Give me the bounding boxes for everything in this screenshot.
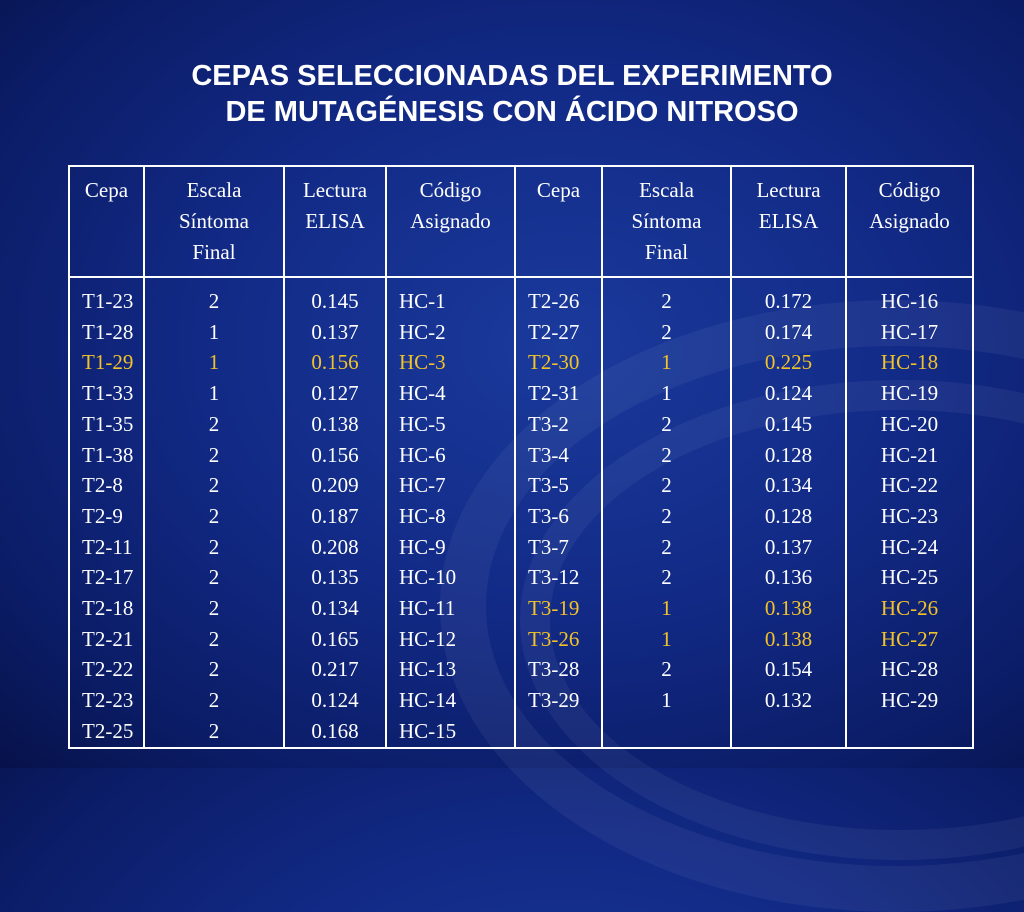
table-cell: 2 (661, 289, 672, 313)
column-codigo (846, 277, 973, 748)
table-cell: 2 (208, 565, 220, 590)
table-cell: HC-6 (399, 442, 446, 467)
header-text: ELISA (758, 209, 819, 233)
table-cell: T1-35 (82, 411, 134, 436)
table-cell: HC-17 (880, 319, 939, 344)
table-cell: HC-23 (880, 503, 939, 528)
table-cell: 0.138 (764, 626, 813, 651)
table-cell: HC-28 (880, 657, 939, 682)
table-cell: HC-4 (399, 381, 446, 406)
table-cell: 2 (661, 503, 672, 528)
table-cell: T2-11 (82, 534, 133, 559)
table-cell: T3-4 (528, 442, 569, 467)
table-cell: 0.172 (764, 289, 813, 313)
header-text: Escala (186, 178, 242, 202)
header-text: Lectura (302, 178, 368, 202)
table-cell: 0.208 (311, 534, 359, 559)
table-cell: HC-16 (880, 289, 939, 313)
table-cell: 0.134 (311, 596, 359, 621)
table-cell: 1 (208, 350, 220, 375)
table-header-row (69, 166, 973, 277)
column-codigo (386, 277, 515, 748)
column-escala (602, 277, 731, 748)
table-cell: 0.127 (311, 381, 359, 406)
table-cell: T2-31 (528, 381, 580, 406)
table-cell: 0.124 (311, 688, 359, 713)
table-cell: 2 (661, 319, 672, 344)
table-cell: HC-13 (399, 657, 457, 682)
table-cell: 2 (208, 534, 220, 559)
header-text: Final (644, 240, 689, 264)
table-cell: 0.165 (311, 626, 359, 651)
table-cell: HC-7 (399, 473, 446, 498)
table-cell: 1 (208, 381, 220, 406)
table-cell: 0.217 (311, 657, 359, 682)
table-cell: 2 (208, 442, 220, 467)
table-cell: 0.225 (764, 350, 813, 375)
table-cell: 0.135 (311, 565, 359, 590)
table-cell: 0.187 (311, 503, 359, 528)
header-lectura-elisa (731, 166, 846, 277)
table-cell: 0.134 (764, 473, 813, 498)
table-cell: 1 (661, 626, 672, 651)
table-cell: 1 (661, 688, 672, 713)
table-cell: 2 (661, 657, 672, 682)
table-cell: HC-25 (880, 565, 939, 590)
header-cepa (515, 166, 602, 277)
table-cell: T1-38 (82, 442, 134, 467)
header-text: Final (192, 240, 236, 264)
table-cell: T1-33 (82, 381, 134, 406)
header-codigo-asignado (846, 166, 973, 277)
table-cell: HC-24 (880, 534, 939, 559)
table-cell: T3-12 (528, 565, 580, 590)
table-cell: 0.145 (311, 289, 359, 313)
table-cell: 2 (208, 657, 220, 682)
table-cell: HC-12 (399, 626, 457, 651)
table-cell: HC-9 (399, 534, 446, 559)
table-cell: 2 (208, 718, 220, 743)
header-text: Código (419, 178, 482, 202)
header-text: Lectura (756, 178, 821, 202)
header-text: Asignado (410, 209, 491, 233)
table-cell: 0.128 (764, 442, 813, 467)
table-cell: 2 (208, 626, 220, 651)
table-cell: 0.145 (764, 411, 813, 436)
table-cell: 2 (661, 565, 672, 590)
table-cell: HC-8 (399, 503, 446, 528)
table-cell: T3-26 (528, 626, 580, 651)
table-cell: HC-27 (880, 626, 939, 651)
header-text: ELISA (305, 209, 365, 233)
table-cell: HC-11 (399, 596, 456, 621)
table-cell: 0.209 (311, 473, 359, 498)
table-cell: T2-18 (82, 596, 134, 621)
header-text: Cepa (84, 178, 129, 202)
table-cell: 2 (208, 411, 220, 436)
column-cepa (69, 277, 144, 748)
table-cell: HC-10 (399, 565, 457, 590)
table-cell: HC-5 (399, 411, 446, 436)
table-cell: 0.128 (764, 503, 813, 528)
table-cell: 0.154 (764, 657, 813, 682)
table-cell: HC-20 (880, 411, 939, 436)
table-cell: HC-18 (880, 350, 939, 375)
table-cell: 0.174 (764, 319, 813, 344)
table-cell: T3-5 (528, 473, 569, 498)
table-cell: 1 (661, 350, 672, 375)
table-cell: T3-7 (528, 534, 569, 559)
table-cell: HC-3 (399, 350, 446, 375)
table-cell: T2-27 (528, 319, 580, 344)
table-cell: 2 (208, 503, 220, 528)
header-text: Código (878, 178, 941, 202)
table-cell: T1-28 (82, 319, 134, 344)
header-lectura-elisa (284, 166, 386, 277)
table-cell: T1-23 (82, 289, 134, 313)
table-cell: 2 (208, 596, 220, 621)
table-cell: 0.124 (764, 381, 813, 406)
table-cell: T2-26 (528, 289, 580, 313)
header-text: Síntoma (178, 209, 249, 233)
table-cell: T3-19 (528, 596, 580, 621)
header-text: Cepa (536, 178, 581, 202)
header-cepa (69, 166, 144, 277)
strains-table (68, 165, 974, 749)
table-cell: 0.168 (311, 718, 359, 743)
header-text: Síntoma (631, 209, 702, 233)
column-escala (144, 277, 284, 748)
table-cell: 0.137 (764, 534, 813, 559)
header-codigo-asignado (386, 166, 515, 277)
table-cell: 0.138 (764, 596, 813, 621)
table-cell: T3-29 (528, 688, 580, 713)
table-cell: 2 (208, 289, 220, 313)
table-cell: 0.156 (311, 442, 359, 467)
table-cell: T2-17 (82, 565, 134, 590)
header-escala-sintoma-final (144, 166, 284, 277)
table-cell: T3-6 (528, 503, 569, 528)
table-cell: T2-30 (528, 350, 580, 375)
table-cell: 0.136 (764, 565, 813, 590)
column-lectura (731, 277, 846, 748)
header-text: Escala (639, 178, 694, 202)
table-cell: 2 (661, 411, 672, 436)
table-cell: HC-1 (399, 289, 446, 313)
table-cell: 0.132 (764, 688, 813, 713)
table-cell: HC-22 (880, 473, 939, 498)
table-cell: 1 (208, 319, 220, 344)
table-cell: HC-26 (880, 596, 939, 621)
table-cell: 2 (208, 688, 220, 713)
table-cell: T3-28 (528, 657, 580, 682)
title-line: DE MUTAGÉNESIS CON ÁCIDO NITROSO (225, 96, 799, 128)
table-cell: 2 (208, 473, 220, 498)
table-cell: T2-21 (82, 626, 134, 651)
slide-title (0, 58, 1024, 130)
table-cell: T2-9 (82, 503, 123, 528)
table-cell: HC-29 (880, 688, 939, 713)
table-cell: 0.137 (311, 319, 359, 344)
title-line: CEPAS SELECCIONADAS DEL EXPERIMENTO (191, 60, 833, 92)
table-body-row (69, 277, 973, 748)
table-cell: 1 (661, 596, 672, 621)
table-cell: HC-19 (880, 381, 939, 406)
table-cell: HC-21 (880, 442, 939, 467)
table-cell: 0.138 (311, 411, 359, 436)
table-cell: HC-2 (399, 319, 446, 344)
column-lectura (284, 277, 386, 748)
table-cell: 0.156 (311, 350, 359, 375)
table-cell: HC-14 (399, 688, 457, 713)
table-cell: T2-22 (82, 657, 134, 682)
column-cepa (515, 277, 602, 748)
table-cell: 2 (661, 473, 672, 498)
table-cell: HC-15 (399, 718, 457, 743)
table-cell: T2-23 (82, 688, 134, 713)
table-cell: T3-2 (528, 411, 569, 436)
table-cell: T1-29 (82, 350, 134, 375)
table-cell: 1 (661, 381, 672, 406)
header-text: Asignado (869, 209, 950, 233)
table-cell: T2-8 (82, 473, 123, 498)
table-cell: 2 (661, 534, 672, 559)
table-cell: 2 (661, 442, 672, 467)
header-escala-sintoma-final (602, 166, 731, 277)
table-cell: T2-25 (82, 718, 134, 743)
